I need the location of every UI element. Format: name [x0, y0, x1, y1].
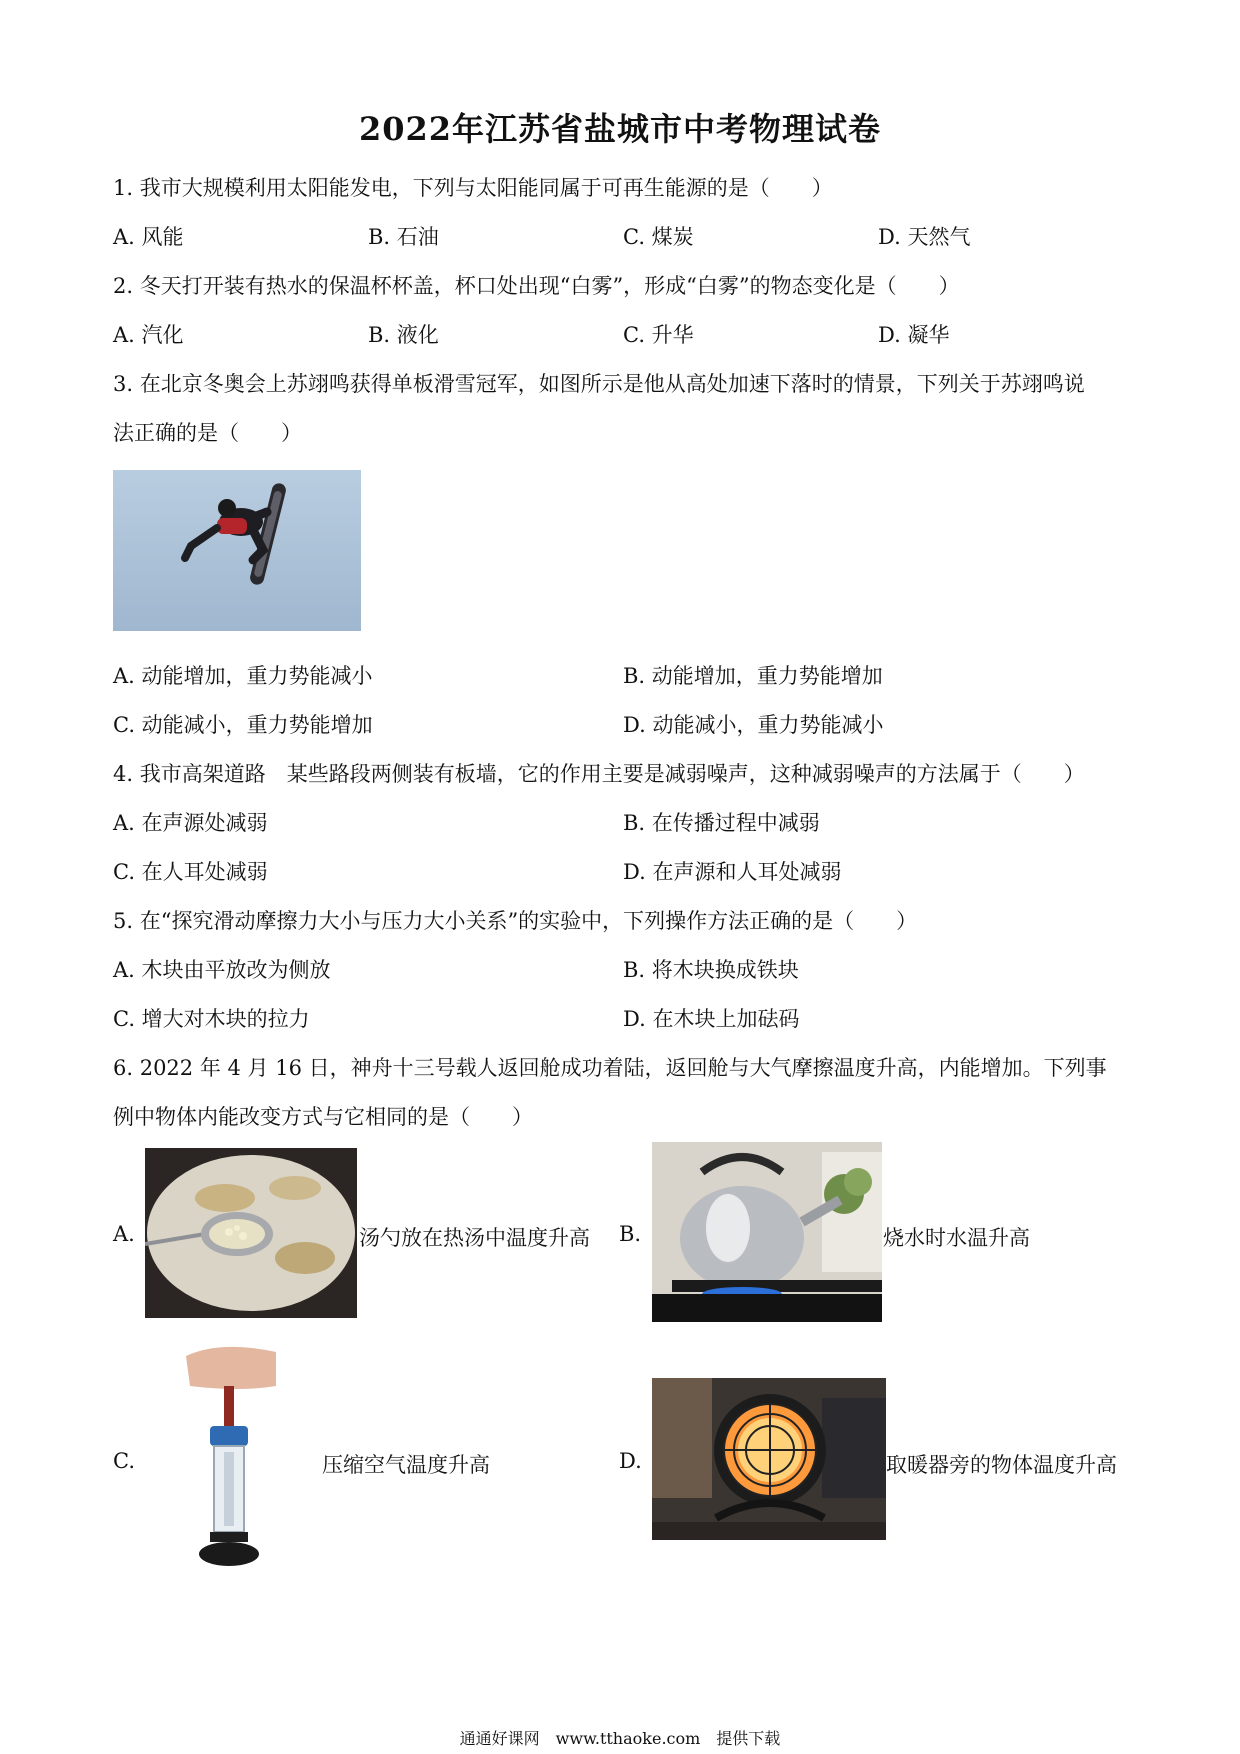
- q4-option-b: B. 在传播过程中减弱: [623, 811, 820, 835]
- kettle-photo: [652, 1142, 882, 1322]
- air-compression-photo: [180, 1342, 280, 1574]
- heater-photo: [652, 1378, 886, 1540]
- snowboarder-photo: [113, 470, 361, 631]
- q6-option-b-text: 烧水时水温升高: [883, 1226, 1030, 1250]
- q6-option-b-letter: B.: [619, 1222, 642, 1246]
- q6-option-c-text: 压缩空气温度升高: [322, 1453, 490, 1477]
- q2-option-d: D. 凝华: [878, 323, 950, 347]
- q6-option-d-text: 取暖器旁的物体温度升高: [886, 1453, 1117, 1477]
- q6-option-a-letter: A.: [113, 1222, 135, 1246]
- q4-option-c: C. 在人耳处减弱: [113, 860, 268, 884]
- question-6-stem-line-2: 例中物体内能改变方式与它相同的是（ ）: [113, 1105, 533, 1129]
- q6-option-a-text: 汤勺放在热汤中温度升高: [359, 1226, 590, 1250]
- q1-option-a: A. 风能: [113, 225, 184, 249]
- q3-option-b: B. 动能增加，重力势能增加: [623, 664, 883, 688]
- question-2-stem: 2. 冬天打开装有热水的保温杯杯盖，杯口处出现“白雾”，形成“白雾”的物态变化是（ ）: [113, 274, 960, 298]
- q1-option-d: D. 天然气: [878, 225, 971, 249]
- q6-option-d-letter: D.: [619, 1449, 642, 1473]
- page-footer: 通通好课网 www.tthaoke.com 提供下载: [459, 1729, 781, 1748]
- q3-option-c: C. 动能减小，重力势能增加: [113, 713, 373, 737]
- q1-option-c: C. 煤炭: [623, 225, 694, 249]
- question-3-stem-line-2: 法正确的是（ ）: [113, 421, 302, 445]
- q3-option-a: A. 动能增加，重力势能减小: [113, 664, 373, 688]
- q5-option-d: D. 在木块上加砝码: [623, 1007, 800, 1031]
- q6-option-c-letter: C.: [113, 1449, 135, 1473]
- page-title: 2022年江苏省盐城市中考物理试卷: [358, 110, 882, 148]
- question-3-stem-line-1: 3. 在北京冬奥会上苏翊鸣获得单板滑雪冠军，如图所示是他从高处加速下落时的情景，下列关于苏翊鸣说: [113, 372, 1085, 396]
- q2-option-a: A. 汽化: [113, 323, 184, 347]
- question-5-stem: 5. 在“探究滑动摩擦力大小与压力大小关系”的实验中，下列操作方法正确的是（ ）: [113, 909, 918, 933]
- question-6-stem-line-1: 6. 2022 年 4 月 16 日，神舟十三号载人返回舱成功着陆，返回舱与大气摩擦温度升高，内能增加。下列事: [113, 1056, 1107, 1080]
- soup-ladle-photo: [145, 1148, 357, 1318]
- question-1-stem: 1. 我市大规模利用太阳能发电，下列与太阳能同属于可再生能源的是（ ）: [113, 176, 833, 200]
- q4-option-a: A. 在声源处减弱: [113, 811, 268, 835]
- q1-option-b: B. 石油: [368, 225, 439, 249]
- question-4-stem: 4. 我市高架道路 某些路段两侧装有板墙，它的作用主要是减弱噪声，这种减弱噪声的方法属于（ ）: [113, 762, 1085, 786]
- q2-option-c: C. 升华: [623, 323, 694, 347]
- q2-option-b: B. 液化: [368, 323, 439, 347]
- q3-option-d: D. 动能减小，重力势能减小: [623, 713, 884, 737]
- q5-option-a: A. 木块由平放改为侧放: [113, 958, 331, 982]
- q4-option-d: D. 在声源和人耳处减弱: [623, 860, 842, 884]
- q5-option-b: B. 将木块换成铁块: [623, 958, 799, 982]
- q5-option-c: C. 增大对木块的拉力: [113, 1007, 310, 1031]
